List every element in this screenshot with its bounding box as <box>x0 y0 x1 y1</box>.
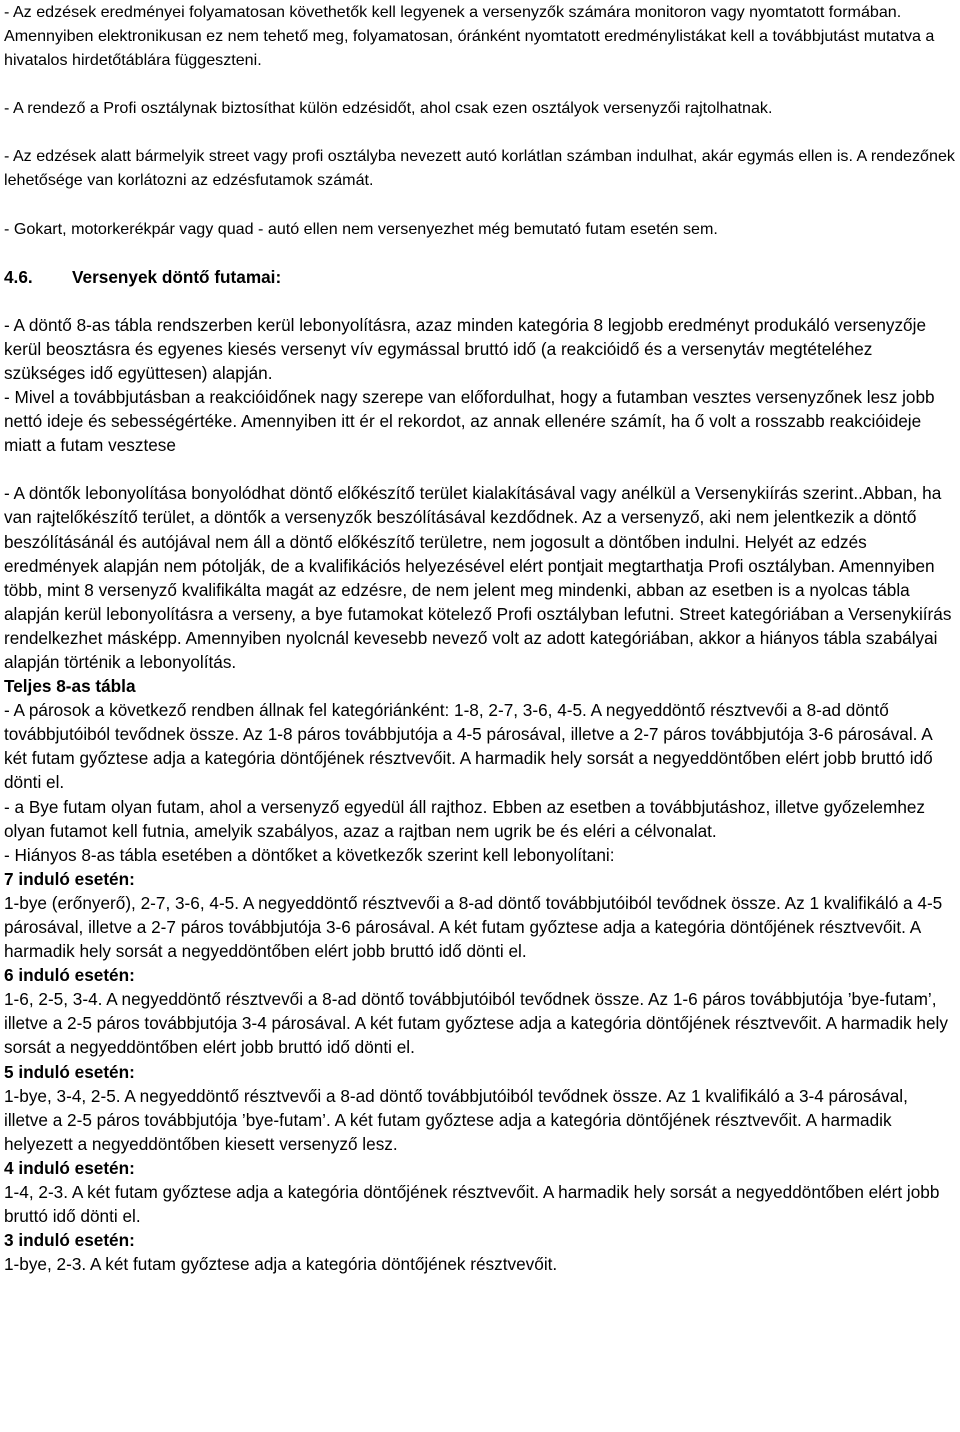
paragraph-5-starters: 1-bye, 3-4, 2-5. A negyeddöntő résztvevői a 8-ad döntő továbbjutóiból tevődnek össze. Az 1 kvalifikáló a 3-4 párosával, illetve a 2-5 páros továbbjutója ’bye-futam’. A két futam győztese adja a kategória döntőjének résztvevőit. A harmadik helyezett a negyeddöntőben kiesett versenyző lesz. <box>4 1085 908 1154</box>
document-page <box>4 0 956 1276</box>
training-rules-section <box>4 0 956 241</box>
paragraph-finals-procedure: - A döntők lebonyolítása bonyolódhat döntő előkészítő terület kialakításával vagy anélkül a Versenykiírás szerint..Abban, ha van rajtelőkészítő terület, a döntők a versenyzők beszólításával kezdődnek. Az a versenyző, aki nem jelentkezik a döntő beszólításánál és autójával nem áll a döntő előkészítő területre, nem jogosult a döntőben indulni. Helyét az edzés eredmények alapján nem pótolják, de a kvalifikációs helyezésével elért pontjait megtarthatja Profi osztályban. Amennyiben több, mint 8 versenyző kvalifikálta magát az edzésre, de nem jelent meg mindenki, abban az esetben is a nyolcas tábla alapján kerül lebonyolításra a verseny, a bye futamokat kötelező Profi osztályban lefutni. Street kategóriában a Versenykiírás rendelkezhet másképp. Amennyiben nyolcnál kevesebb nevező volt az adott kategóriában, akkor a hiányos tábla szabályai alapján történik a lebonyolítás. <box>4 483 952 672</box>
subheading-5-starters: 5 induló esetén: <box>4 1061 135 1082</box>
subheading-7-starters: 7 induló esetén: <box>4 868 135 889</box>
paragraph-unlimited-training: - Az edzések alatt bármelyik street vagy profi osztályba nevezett autó korlátlan számban indulhat, akár egymás ellen is. A rendezőnek lehetősége van korlátozni az edzésfutamok számát. <box>4 147 955 190</box>
paragraph-4-starters: 1-4, 2-3. A két futam győztese adja a kategória döntőjének résztvevőit. A harmadik hely sorsát a negyeddöntőben elért jobb bruttó idő dönti el. <box>4 1182 940 1227</box>
section-number: 4.6. <box>4 266 33 287</box>
paragraph-gokart-restriction: - Gokart, motorkerékpár vagy quad - autó ellen nem versenyezhet még bemutató futam esetén sem. <box>4 219 718 238</box>
paragraph-incomplete-table: - Hiányos 8-as tábla esetében a döntőket a következők szerint kell lebonyolítani: <box>4 844 615 865</box>
paragraph-6-starters: 1-6, 2-5, 3-4. A negyeddöntő résztvevői a 8-ad döntő továbbjutóiból tevődnek össze. Az 1-6 páros továbbjutója ’bye-futam’, illetve a 2-5 páros továbbjutója 3-4 párosával. A két futam győztese adja a kategória döntőjének résztvevőit. A harmadik hely sorsát a negyeddöntőben elért jobb bruttó idő dönti el. <box>4 989 948 1058</box>
paragraph-training-results: - Az edzések eredményei folyamatosan követhetők kell legyenek a versenyzők számára monitoron vagy nyomtatott formában. Amennyiben elektronikusan ez nem tehető meg, folyamatosan, óránként nyomtatott eredménylistákat kell a továbbjutást mutatva a hivatalos hirdetőtáblára függeszteni. <box>4 3 935 70</box>
paragraph-pairings: - A párosok a következő rendben állnak fel kategóriánként: 1-8, 2-7, 3-6, 4-5. A negyeddöntő résztvevői a 8-ad döntő továbbjutóiból tevődnek össze. Az 1-8 páros továbbjutója a 4-5 párosával, illetve a 2-7 páros továbbjutója 3-6 párosával. A két futam győztese adja a kategória döntőjének résztvevőit. A harmadik hely sorsát a negyeddöntőben elért jobb bruttó idő dönti el. <box>4 700 933 793</box>
paragraph-eight-table-system: - A döntő 8-as tábla rendszerben kerül lebonyolításra, azaz minden kategória 8 legjobb eredményt produkáló versenyzője kerül beosztásra és egyenes kiesés versenyt vív egymással bruttó idő (a reakcióidő és a versenytáv megtételéhez szükséges idő együttesen) alapján. <box>4 314 926 383</box>
subheading-4-starters: 4 induló esetén: <box>4 1157 135 1178</box>
section-heading <box>4 265 956 289</box>
subheading-full-table: Teljes 8-as tábla <box>4 676 136 697</box>
paragraph-bye-run: - a Bye futam olyan futam, ahol a versenyző egyedül áll rajthoz. Ebben az esetben a továbbjutáshoz, illetve győzelemhez olyan futamot kell futnia, amelyik szabályos, azaz a rajtban nem ugrik be és eléri a célvonalat. <box>4 796 926 841</box>
subheading-3-starters: 3 induló esetén: <box>4 1230 135 1251</box>
subheading-6-starters: 6 induló esetén: <box>4 965 135 986</box>
finals-rules-section <box>4 313 956 1277</box>
paragraph-3-starters: 1-bye, 2-3. A két futam győztese adja a kategória döntőjének résztvevőit. <box>4 1254 558 1275</box>
section-title: Versenyek döntő futamai: <box>72 266 282 287</box>
paragraph-profi-training-time: - A rendező a Profi osztálynak biztosíthat külön edzésidőt, ahol csak ezen osztályok versenyzői rajtolhatnak. <box>4 99 773 118</box>
paragraph-7-starters: 1-bye (erőnyerő), 2-7, 3-6, 4-5. A negyeddöntő résztvevői a 8-ad döntő továbbjutóiból tevődnek össze. Az 1 kvalifikáló a 4-5 párosával, illetve a 2-7 páros továbbjutója 3-6 párosával. A két futam győztese adja a kategória döntőjének résztvevőit. A harmadik hely sorsát a negyeddöntőben elért jobb bruttó idő dönti el. <box>4 892 943 962</box>
paragraph-reaction-time: - Mivel a továbbjutásban a reakcióidőnek nagy szerepe van előfordulhat, hogy a futamban vesztes versenyzőnek lesz jobb nettó ideje és sebességértéke. Amennyiben itt ér el rekordot, az annak ellenére számít, ha ő volt a rosszabb reakcióideje miatt a futam vesztese <box>4 387 935 456</box>
